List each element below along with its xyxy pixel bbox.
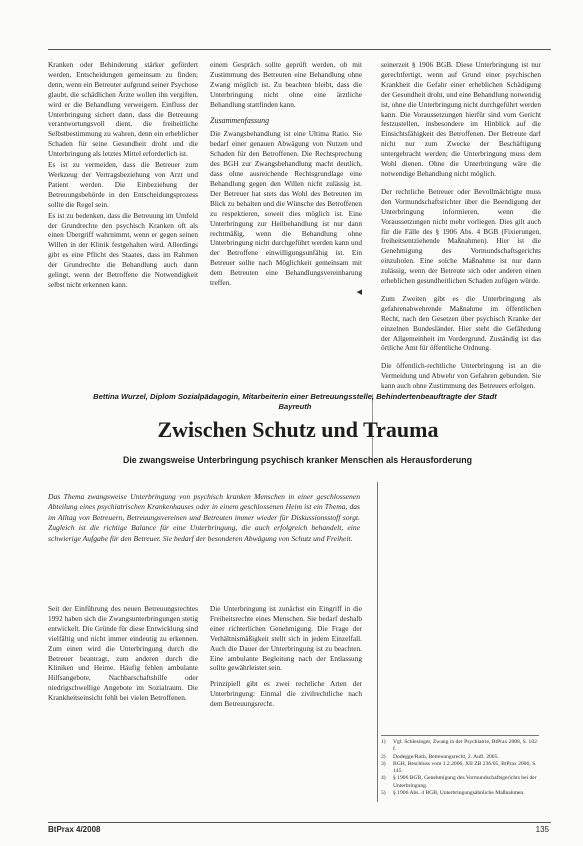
paragraph: Die öffentlich-rechtliche Unterbringung ist an die Vermeidung und Abwehr von Gefahren gebunden. Sie kann auch ohne Zustimmung des Betreuers erfolgen. bbox=[381, 361, 541, 391]
paragraph: Es ist zu bedenken, dass die Betreuung im Umfeld der Grundrechte den psychisch Kranken oft als einen Übergriff wahrnimmt, wenn er gegen seinen Willen in der Klinik festgehalten wird. Allerdings gibt es eine Pflicht des Staates, dass im Rahmen der Grundrechte die Behandlung auch dann gelingt, wenn der Betroffene die Notwendigkeit selbst nicht erkennen kann. bbox=[48, 210, 198, 289]
article-lead: Das Thema zwangsweise Unterbringung von psychisch kranken Menschen in einer geschlossenen Abteilung eines psychiatrischen Krankenhauses oder in einem geschlossenen Heim ist ein Thema, das im Alltag von Betreuern, Betreuungsvereinen und Betreuten immer wieder für Diskussionsstoff sorgt. Zugleich ist die richtige Balance für eine Unterbringung, die auch erfolgreich behandelt, eine schwierige Aufgabe für den Betreuer. Sie bedarf der besonderen Abwägung von Schutz und Freiheit. bbox=[48, 492, 360, 543]
top-column-2 bbox=[210, 60, 362, 380]
paragraph: Die Zwangsbehandlung ist eine Ultima Ratio. Sie bedarf einer genauen Abwägung von Nutzen und Schaden für den Betroffenen. Die Rechtsprechung des BGH zur Zwangsbehandlung macht deutlich, dass ohne ausreichende Rechtsgrundlage eine Behandlung gegen den Willen nicht zulässig ist. Der Betreuer hat stets das Wohl des Betreuten im Blick zu behalten und die Wünsche des Betroffenen zu respektieren, soweit dies möglich ist. Eine Unterbringung zur Heilbehandlung ist nur dann rechtmäßig, wenn die Behandlung ohne Unterbringung nicht durchgeführt werden kann und der Betroffene einwilligungsunfähig ist. Ein Betreuer sollte nach Möglichkeit gemeinsam mit dem Betreuten eine Behandlungsvereinbarung treffen. bbox=[210, 129, 362, 288]
paragraph: Prinzipiell gibt es zwei rechtliche Arten der Unterbringung: Einmal die zivilrechtliche nach dem Betreuungsrecht. bbox=[210, 679, 362, 709]
bottom-column-1 bbox=[48, 604, 198, 818]
journal-issue: BtPrax 4/2008 bbox=[48, 825, 101, 834]
section-heading: Zusammenfassung bbox=[210, 115, 270, 125]
paragraph: Zum Zweiten gibt es die Unterbringung als gefahrenabwehrende Maßnahme im öffentlichen Recht, nach den Gesetzen über psychisch Kranke der einzelnen Bundesländer. Hier steht die Gefährdung der Allgemeinheit im Vordergrund. Zuständig ist das örtliche Amt für öffentliche Ordnung. bbox=[381, 293, 541, 353]
footnote: 5) § 1906 Abs. 4 BGB, Unterbringungsähnliche Maßnahmen. bbox=[381, 790, 525, 797]
top-rule bbox=[48, 49, 551, 50]
footnote-rule bbox=[381, 735, 539, 736]
footnote: 3) BGH, Beschluss vom 1.2.2006, XII ZB 236/05, BtPrax 2006, S. 145. bbox=[381, 760, 537, 775]
footnotes bbox=[381, 739, 541, 797]
paragraph: Die Unterbringung ist zunächst ein Eingriff in die Freiheitsrechte eines Menschen. Sie bedarf deshalb einer richterlichen Genehmigung. Die Frage der Verhältnismäßigkeit stellt sich in jedem Einzelfall. Auch die Dauer der Unterbringung ist zu beachten. Eine ambulante Begleitung nach der Entlassung sollte gewährleistet sein. bbox=[210, 604, 362, 673]
bottom-column-2 bbox=[210, 604, 362, 818]
article-subtitle: Die zwangsweise Unterbringung psychisch kranker Menschen als Herausforderung bbox=[122, 455, 473, 465]
column-divider bbox=[377, 482, 378, 802]
footer-rule bbox=[48, 822, 551, 823]
paragraph: seinerzeit § 1906 BGB. Diese Unterbringung ist nur gerechtfertigt, wenn auf Grund einer psychischen Krankheit die Gefahr einer erheblichen Schädigung der Gesundheit droht, und eine Behandlung notwendig ist, ohne die Unterbringung nicht durchgeführt werden kann. Die Voraussetzungen hierfür sind vom Gericht festzustellen, insbesondere im Hinblick auf die Einsichtsfähigkeit des Betroffenen. Der Betreute darf nicht nur zum Zwecke der Beschäftigung untergebracht werden; die Unterbringung muss dem Wohl dienen. Ohne die Unterbringung wäre die notwendige Behandlung nicht möglich. bbox=[381, 60, 541, 178]
paragraph: Der rechtliche Betreuer oder Bevollmächtigte muss den Vormundschaftsrichter über die Beendigung der Unterbringung informieren, wenn die Voraussetzungen nicht mehr vorliegen. Dies gilt auch für die Fälle des § 1906 Abs. 4 BGB (Fixierungen, freiheitsentziehende Maßnahmen). Hier ist die Genehmigung des Vormundschaftsgerichts einzuholen. Eine solche Maßnahme ist nur dann zulässig, wenn der Betreute sich oder anderen einen erheblichen gesundheitlichen Schaden zufügen würde. bbox=[381, 186, 541, 286]
paragraph: einem Gespräch sollte geprüft werden, ob mit Zustimmung des Betreuten eine Behandlung ohne Zwang möglich ist. Zu beachten bleibt, dass die Unterbringung nicht ohne eine ärztliche Behandlung stattfinden kann. bbox=[210, 60, 362, 109]
footnote: 2) Dodegge/Roth, Betreuungsrecht, 2. Aufl. 2005. bbox=[381, 753, 499, 760]
article-title: Zwischen Schutz und Trauma bbox=[157, 417, 439, 442]
footnote: 4) § 1906 BGB, Genehmigung des Vormundschaftsgerichts bei der Unterbringung. bbox=[381, 775, 537, 789]
top-column-1 bbox=[48, 60, 198, 380]
paragraph: Kranken oder Behinderung stärker gefördert werden, Entscheidungen gemeinsam zu finden; denn, wenn ein Betreuter aufgrund seiner Psychose glaubt, die schädlichen Ärzte wollen ihn vergiften, wird er die Behandlung verweigern. Einfluss der Unterbringung sichert dann, dass die Betreuung verantwortungsvoll dient, die freiheitliche Selbstbestimmung zu wahren, denn ein erheblicher Schaden für seine Gesundheit droht und die Unterbringung als letztes Mittel erforderlich ist. bbox=[48, 60, 198, 159]
paragraph: Seit der Einführung des neuen Betreuungsrechtes 1992 haben sich die Zwangsunterbringungen stetig entwickelt. Die Gründe für diese Entwicklung sind vielfältig und nicht immer eindeutig zu erkennen. Zum einen wird die Unterbringung durch die Betreuer beantragt, zum anderen durch die Kliniken und Heime. Häufig fehlen ambulante Hilfsangebote, Nachbarschaftshilfe oder niedrigschwellige Angebote im Sozialraum. Die Krankheitseinsicht fehlt bei vielen Betroffenen. bbox=[48, 604, 198, 703]
author-byline: Bettina Wurzel, Diplom Sozialpädagogin, Mitarbeiterin einer Betreuungsstelle, Behindertenbeauftragte der Stadt Bayreuth bbox=[93, 392, 497, 411]
end-mark: ◀ bbox=[356, 287, 362, 296]
page-number: 135 bbox=[535, 825, 549, 834]
footnote: 1) Vgl. Schlesinger, Zwang in der Psychiatrie, BtPrax 2008, S. 102 f. bbox=[381, 739, 537, 753]
paragraph: Es ist zu vermeiden, dass die Betreuer zum Werkzeug der Vertragsbeziehung von Arzt und Patient werden. Die Einbeziehung der Betreuungsbehörde in den Entscheidungsprozess sollte die Regel sein. bbox=[48, 160, 198, 209]
